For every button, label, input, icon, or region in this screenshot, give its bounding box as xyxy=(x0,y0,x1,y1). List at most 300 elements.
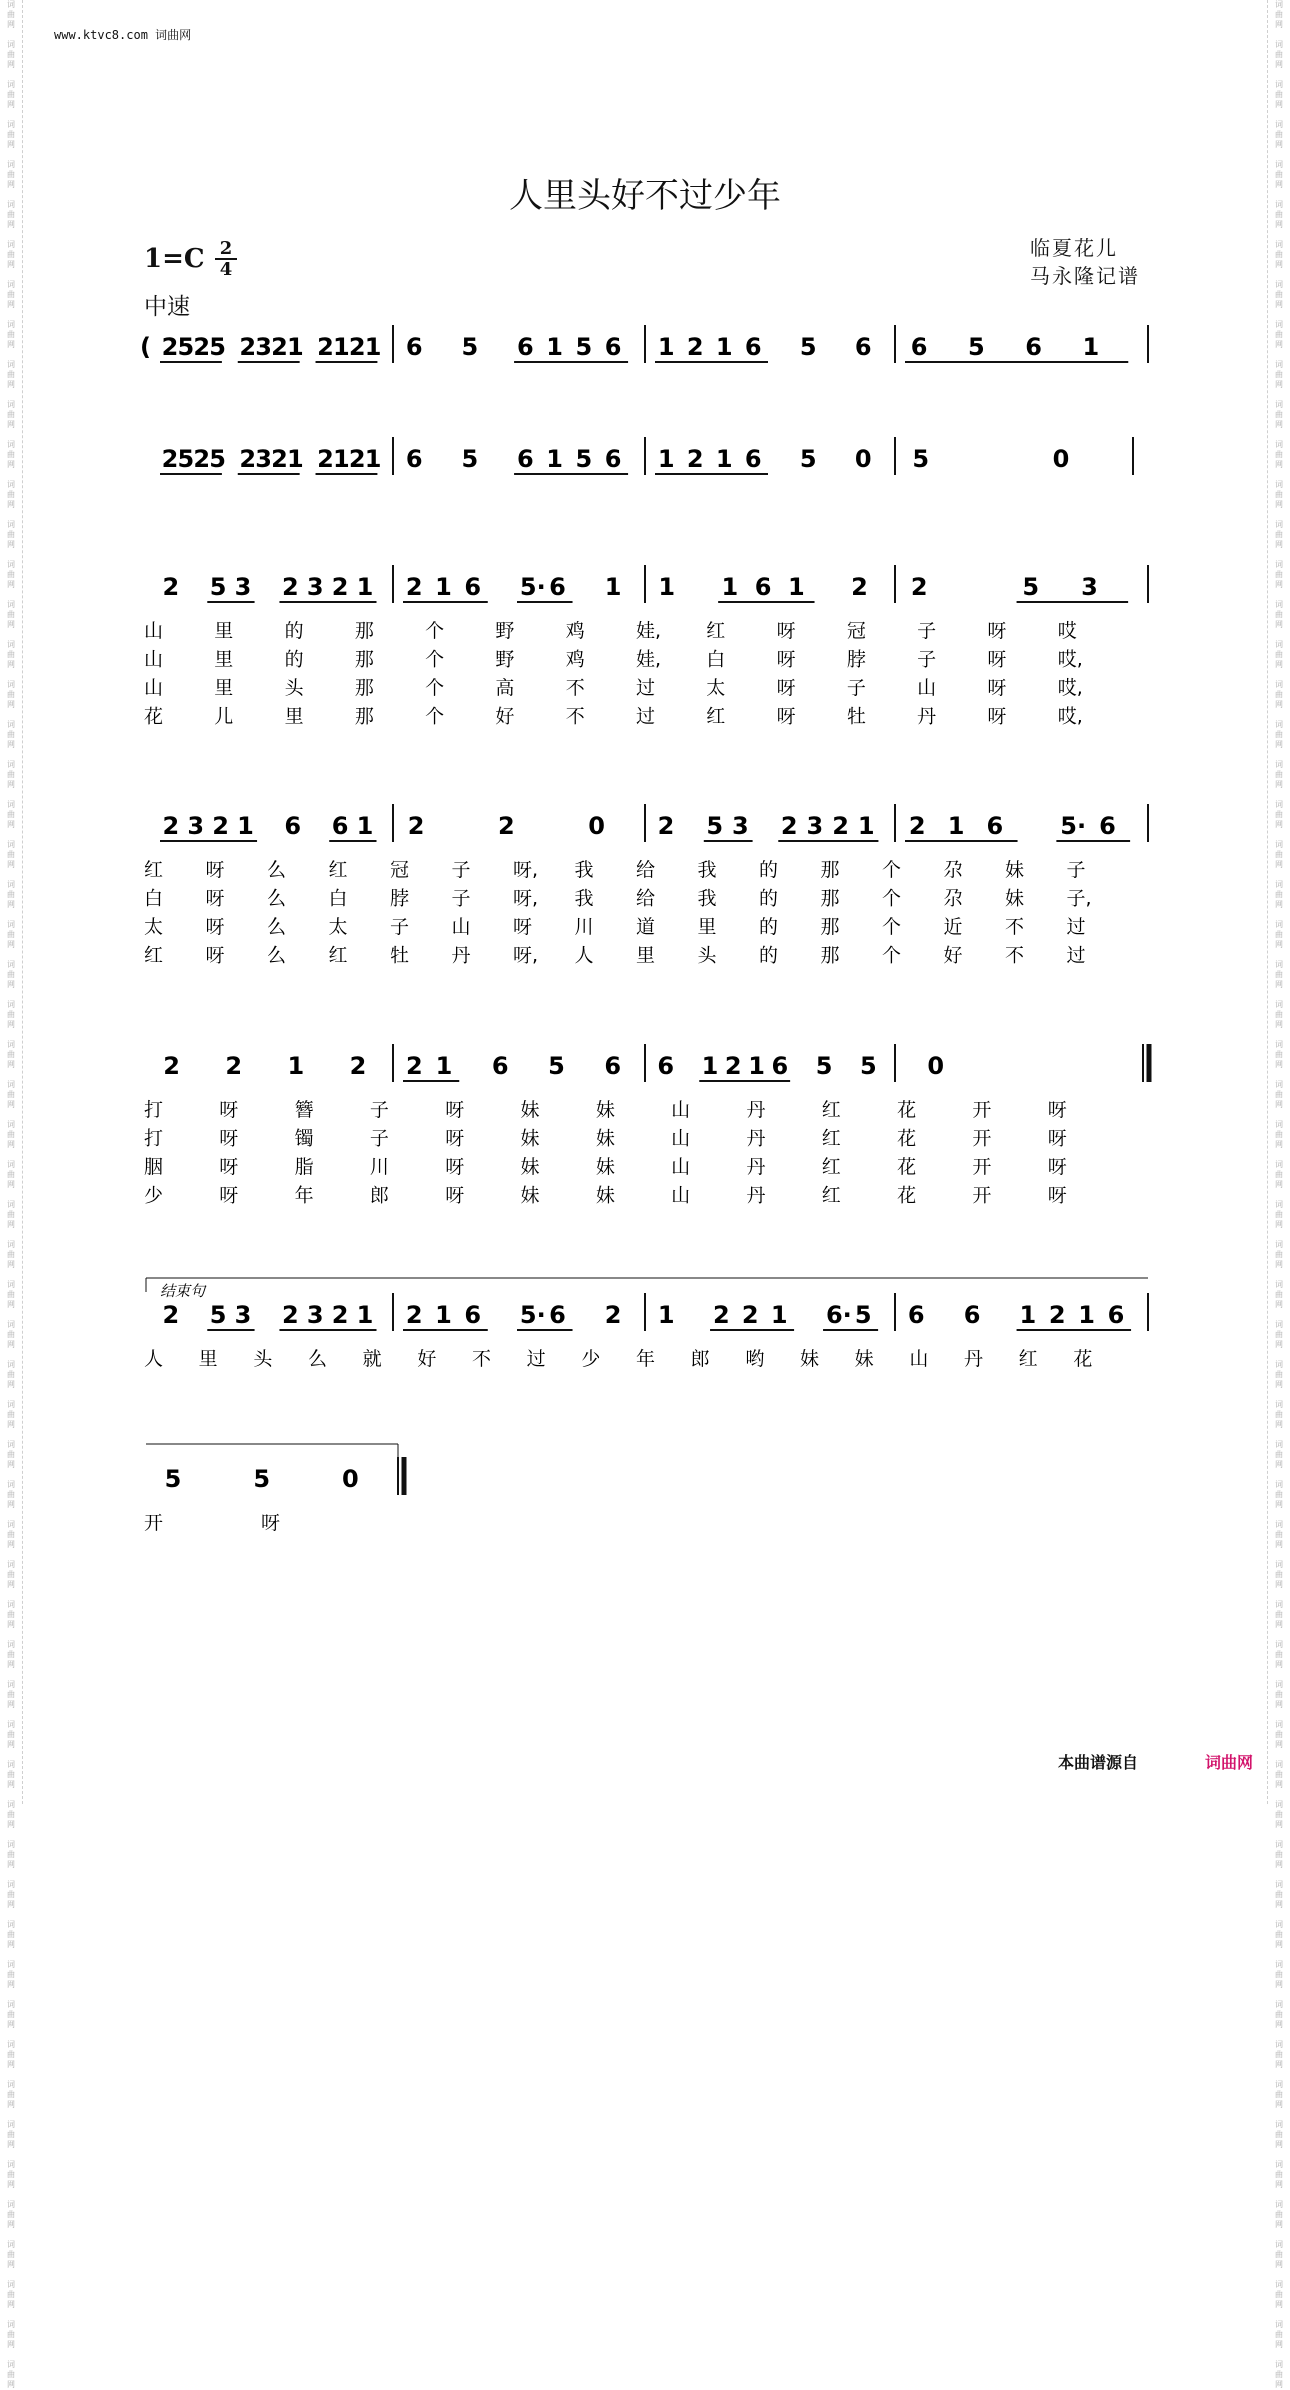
note: 2 xyxy=(348,445,366,473)
lyric-char: 野 xyxy=(495,620,515,642)
lyric-char: 山 xyxy=(144,677,164,699)
note: 1 xyxy=(435,1052,453,1080)
note: 2 xyxy=(349,1052,367,1080)
lyric-char: 妹 xyxy=(595,1184,615,1207)
note: 0 xyxy=(854,445,872,473)
lyric-char: 就 xyxy=(362,1348,382,1370)
note: 0 xyxy=(342,1465,359,1493)
lyric-char: 呀 xyxy=(445,1184,465,1207)
lyric-char: 好 xyxy=(495,705,515,728)
note: 1 xyxy=(287,1052,305,1080)
note: 5· xyxy=(519,573,546,601)
lyric-char: 那 xyxy=(354,705,374,728)
ending-label: 结束句 xyxy=(160,1282,206,1300)
note: 2 xyxy=(405,1301,423,1329)
note: 5· xyxy=(1060,812,1087,840)
note: 5 xyxy=(548,1052,565,1080)
lyric-char: 人 xyxy=(574,944,594,967)
note: 5· xyxy=(519,1301,546,1329)
note: 6 xyxy=(604,333,622,361)
note: 6 xyxy=(517,445,534,473)
note: 5 xyxy=(967,333,985,361)
lyric-char: 少 xyxy=(581,1348,601,1370)
note: 3 xyxy=(234,1301,252,1329)
lyric-char: 呀 xyxy=(205,887,225,910)
lyric-char: 不 xyxy=(1005,944,1025,967)
note: 5 xyxy=(177,333,195,361)
lyric-char: 呀, xyxy=(513,944,539,967)
lyric-char: 呀 xyxy=(776,677,796,699)
note: 6 xyxy=(744,445,762,473)
lyric-char: 哟 xyxy=(745,1348,765,1370)
lyric-char: 呀 xyxy=(205,916,225,938)
lyric-char: 红 xyxy=(821,1184,841,1207)
lyric-char: 人 xyxy=(144,1348,164,1370)
lyric-char: 郎 xyxy=(690,1348,710,1370)
note: 3 xyxy=(1081,573,1098,601)
note: 1 xyxy=(701,1052,719,1080)
lyric-char: 呀 xyxy=(987,620,1007,642)
lyric-char: 川 xyxy=(369,1156,389,1178)
lyric-char: 红 xyxy=(706,705,726,728)
lyric-char: 呀 xyxy=(219,1127,239,1150)
note: 5 xyxy=(177,445,195,473)
note: 6 xyxy=(331,812,349,840)
lyric-char: 么 xyxy=(267,916,287,938)
note: 6 xyxy=(549,1301,566,1329)
note: 5 xyxy=(706,812,724,840)
note: 2 xyxy=(910,573,928,601)
lyric-char: 不 xyxy=(565,705,585,728)
note: 2 xyxy=(604,1301,622,1329)
note: 6 xyxy=(284,812,302,840)
lyric-char: 个 xyxy=(882,887,902,910)
lyric-char: 过 xyxy=(636,677,656,699)
lyric-char: 呀 xyxy=(205,944,225,967)
note: 5 xyxy=(912,445,930,473)
lyric-char: 野 xyxy=(495,648,515,671)
note: 2 xyxy=(212,812,229,840)
lyric-char: 丹 xyxy=(451,944,471,967)
note: 2 xyxy=(780,812,798,840)
lyric-char: 冠 xyxy=(390,859,410,881)
lyric-char: 山 xyxy=(144,648,164,671)
note: 6 xyxy=(744,333,762,361)
lyric-char: 子 xyxy=(390,916,410,938)
lyric-char: 山 xyxy=(671,1156,691,1178)
note: 1 xyxy=(237,812,254,840)
lyric-char: 个 xyxy=(425,620,445,642)
note: 2 xyxy=(271,445,288,473)
note: 1 xyxy=(604,573,622,601)
lyric-char: 那 xyxy=(354,620,374,642)
song-title: 人里头好不过少年 xyxy=(509,176,781,216)
note: 3 xyxy=(255,333,272,361)
note: 1 xyxy=(657,1301,675,1329)
lyric-char: 子 xyxy=(369,1099,389,1121)
lyric-char: 头 xyxy=(697,944,717,967)
lyric-char: 年 xyxy=(636,1348,656,1370)
lyric-char: 白 xyxy=(706,648,726,671)
note: 6 xyxy=(549,573,566,601)
watermark-strip-left: 词 曲 网 词 曲 网 词 曲 网 词 曲 网 词 曲 网 词 曲 网 词 曲 网 词 曲 网 词 曲 网 词 曲 网 词 曲 网 词 曲 网 词 曲 网 词 曲 网 词 曲 网 词 曲 网 词 曲 网 词 曲 网 词 曲 网 词 曲 网 词 曲 网 词 曲 网 词 曲 网 词 曲 网 词 曲 网 词 曲 网 词 曲 网 词 曲 网 词 曲 网 词 曲 网 词 曲 网 词 曲 网 词 曲 网 词 曲 网 词 曲 网 词 曲 网 词 曲 网 词 曲 网 词 曲 网 词 曲 网 词 曲 网 词 曲 网 词 曲 网 词 曲 网 词 曲 网 词 曲 网 词 曲 网 词 曲 网 词 曲 网 词 曲 网 词 曲 网 词 曲 网 词 曲 网 词 曲 网 词 曲 网 词 曲 网 词 曲 网 词 曲 网 词 曲 网 词 曲 网 xyxy=(0,0,23,1804)
lyric-char: 么 xyxy=(308,1348,328,1370)
time-signature-top: 2 xyxy=(219,238,233,259)
note: 3 xyxy=(255,445,272,473)
lyric-char: 川 xyxy=(574,916,594,938)
lyric-char: 里 xyxy=(636,944,656,967)
note: 1 xyxy=(1078,1301,1095,1329)
lyric-char: 个 xyxy=(882,944,902,967)
lyric-char: 山 xyxy=(671,1127,691,1150)
lyric-char: 里 xyxy=(214,677,234,699)
lyric-char: 脖 xyxy=(846,648,866,671)
note: 0 xyxy=(588,812,605,840)
footer-brand[interactable]: 词曲网 xyxy=(1205,1753,1254,1772)
lyric-char: 不 xyxy=(1005,916,1025,938)
lyric-char: 呀, xyxy=(513,859,539,881)
lyric-char: 打 xyxy=(144,1099,164,1121)
lyric-char: 我 xyxy=(574,887,594,910)
lyric-char: 呀, xyxy=(513,887,539,910)
note: 5 xyxy=(209,333,226,361)
lyric-char: 红 xyxy=(328,944,348,967)
note: 2 xyxy=(712,1301,730,1329)
lyric-char: 的 xyxy=(759,887,779,910)
lyric-char: 花 xyxy=(897,1156,917,1178)
note: 2 xyxy=(281,573,299,601)
lyric-char: 呀 xyxy=(261,1512,281,1534)
lyric-char: 呀 xyxy=(1047,1127,1067,1150)
note: 1 xyxy=(657,445,675,473)
note: 5 xyxy=(164,1465,182,1493)
lyric-char: 牡 xyxy=(390,944,410,967)
lyric-char: 我 xyxy=(574,859,594,881)
lyric-char: 脂 xyxy=(294,1156,314,1178)
lyric-char: 花 xyxy=(897,1127,917,1150)
time-signature-bottom: 4 xyxy=(219,259,233,280)
lyric-char: 么 xyxy=(267,887,287,910)
lyric-char: 呀 xyxy=(987,648,1007,671)
note: 2 xyxy=(193,445,211,473)
lyric-char: 子 xyxy=(917,620,937,642)
lyric-char: 过 xyxy=(1066,944,1086,967)
lyric-char: 红 xyxy=(821,1127,841,1150)
lyric-char: 高 xyxy=(495,677,515,699)
lyric-char: 山 xyxy=(144,620,164,642)
note: 2 xyxy=(686,445,704,473)
note: 2 xyxy=(832,812,849,840)
lyric-char: 开 xyxy=(144,1512,164,1534)
lyric-char: 里 xyxy=(697,916,717,938)
lyric-char: 子 xyxy=(846,677,866,699)
key-signature: 1=C xyxy=(144,244,205,274)
note: 5 xyxy=(461,445,479,473)
lyric-char: 开 xyxy=(972,1156,992,1178)
note: 2 xyxy=(225,1052,243,1080)
note: 1 xyxy=(715,333,733,361)
note: 1 xyxy=(332,445,350,473)
note: 2 xyxy=(686,333,704,361)
lyric-char: 子 xyxy=(917,648,937,671)
lyric-char: 呀 xyxy=(1047,1099,1067,1121)
note: 2 xyxy=(162,812,180,840)
lyric-char: 个 xyxy=(882,916,902,938)
lyric-char: 那 xyxy=(820,887,840,910)
note: 6· xyxy=(825,1301,852,1329)
lyric-char: 我 xyxy=(697,859,717,881)
note: 1 xyxy=(356,1301,374,1329)
lyric-char: 呀 xyxy=(776,620,796,642)
lyric-char: 头 xyxy=(284,677,304,699)
lyric-char: 头 xyxy=(253,1348,273,1370)
site-url[interactable]: www.ktvc8.com xyxy=(54,28,148,42)
note: 1 xyxy=(356,573,374,601)
note: 2 xyxy=(348,333,366,361)
lyric-char: 呀 xyxy=(1047,1184,1067,1207)
note: 2 xyxy=(193,333,211,361)
note: 6 xyxy=(604,1052,622,1080)
note: 2 xyxy=(724,1052,742,1080)
lyric-char: 妹 xyxy=(854,1348,874,1370)
lyric-char: 不 xyxy=(565,677,585,699)
note: 2 xyxy=(317,333,334,361)
lyric-char: 妹 xyxy=(595,1099,615,1121)
note: 5 xyxy=(815,1052,833,1080)
note: 2 xyxy=(317,445,334,473)
lyric-char: 鸡 xyxy=(565,648,585,671)
lyric-char: 的 xyxy=(759,859,779,881)
lyric-char: 红 xyxy=(328,859,348,881)
note: 6 xyxy=(1107,1301,1125,1329)
note: 2 xyxy=(657,812,675,840)
tempo-marking: 中速 xyxy=(144,294,190,320)
lyric-char: 丹 xyxy=(746,1184,766,1207)
lyric-char: 哎 xyxy=(1057,620,1077,642)
note: 6 xyxy=(986,812,1004,840)
note: 1 xyxy=(657,333,675,361)
lyric-char: 呀 xyxy=(987,677,1007,699)
lyric-char: 呀 xyxy=(445,1127,465,1150)
lyric-char: 过 xyxy=(526,1348,546,1370)
lyric-char: 丹 xyxy=(746,1127,766,1150)
note: 0 xyxy=(927,1052,945,1080)
lyric-char: 的 xyxy=(284,620,304,642)
note: 6 xyxy=(657,1052,675,1080)
lyric-char: 个 xyxy=(425,648,445,671)
note: 1 xyxy=(332,333,350,361)
note: 5 xyxy=(253,1465,271,1493)
lyric-char: 年 xyxy=(294,1184,314,1207)
lyric-char: 丹 xyxy=(746,1099,766,1121)
lyric-char: 呀 xyxy=(445,1156,465,1178)
lyric-char: 妹 xyxy=(1005,859,1025,881)
lyric-char: 花 xyxy=(897,1099,917,1121)
note: 1 xyxy=(364,445,382,473)
lyric-char: 呀 xyxy=(205,859,225,881)
note: 2 xyxy=(162,1301,180,1329)
note: 1 xyxy=(748,1052,765,1080)
lyric-char: 镯 xyxy=(294,1127,314,1150)
note: 6 xyxy=(491,1052,509,1080)
note: 2 xyxy=(163,1052,180,1080)
lyric-char: 呀 xyxy=(1047,1156,1067,1178)
lyric-char: 呀 xyxy=(219,1184,239,1207)
note: 2 xyxy=(161,333,179,361)
lyric-char: 开 xyxy=(972,1099,992,1121)
note: 3 xyxy=(306,1301,324,1329)
lyric-char: 过 xyxy=(636,705,656,728)
lyric-char: 妹 xyxy=(1005,887,1025,910)
note: 1 xyxy=(286,333,304,361)
lyric-char: 白 xyxy=(144,887,164,910)
lyric-char: 鸡 xyxy=(565,620,585,642)
lyric-char: 的 xyxy=(759,944,779,967)
note: 5 xyxy=(461,333,479,361)
note: 3 xyxy=(806,812,824,840)
note: 5 xyxy=(1022,573,1040,601)
lyric-char: 妹 xyxy=(595,1156,615,1178)
lyric-char: 哎, xyxy=(1057,648,1083,671)
note: 6 xyxy=(963,1301,981,1329)
lyric-char: 么 xyxy=(267,944,287,967)
lyric-char: 山 xyxy=(671,1099,691,1121)
lyric-char: 打 xyxy=(144,1127,164,1150)
lyric-char: 呀 xyxy=(445,1099,465,1121)
lyric-char: 呀 xyxy=(987,705,1007,728)
note: 3 xyxy=(234,573,252,601)
lyric-char: 妹 xyxy=(520,1127,540,1150)
lyric-char: 里 xyxy=(284,705,304,728)
lyric-char: 呀 xyxy=(513,916,533,938)
lyric-char: 里 xyxy=(214,620,234,642)
note: 5 xyxy=(854,1301,872,1329)
lyric-char: 里 xyxy=(214,648,234,671)
lyric-char: 红 xyxy=(144,859,164,881)
lyric-char: 太 xyxy=(328,916,348,938)
note: 1 xyxy=(787,573,805,601)
lyric-char: 山 xyxy=(909,1348,929,1370)
note: 2 xyxy=(239,445,257,473)
note: 2 xyxy=(1048,1301,1066,1329)
lyric-char: 花 xyxy=(144,705,164,728)
open-paren: ( xyxy=(140,333,151,361)
lyric-char: 山 xyxy=(451,916,471,938)
note: 5 xyxy=(799,445,817,473)
note: 6 xyxy=(464,1301,482,1329)
lyric-char: 那 xyxy=(354,677,374,699)
note: 1 xyxy=(947,812,965,840)
note: 2 xyxy=(239,333,257,361)
lyric-char: 过 xyxy=(1066,916,1086,938)
genre-credit: 临夏花儿 xyxy=(1030,236,1118,260)
note: 5 xyxy=(799,333,817,361)
lyric-char: 不 xyxy=(472,1348,492,1370)
note: 1 xyxy=(286,445,304,473)
note: 6 xyxy=(910,333,928,361)
note: 5 xyxy=(575,333,593,361)
lyric-char: 那 xyxy=(820,916,840,938)
score-notes xyxy=(140,333,1124,1493)
lyric-char: 呀 xyxy=(219,1099,239,1121)
lyric-char: 的 xyxy=(284,648,304,671)
lyric-char: 我 xyxy=(697,887,717,910)
note: 2 xyxy=(498,812,515,840)
lyric-char: 妹 xyxy=(595,1127,615,1150)
lyric-char: 山 xyxy=(671,1184,691,1207)
lyric-char: 冠 xyxy=(846,620,866,642)
note: 1 xyxy=(715,445,733,473)
lyric-char: 丹 xyxy=(746,1156,766,1178)
note: 5 xyxy=(209,445,226,473)
note: 3 xyxy=(732,812,749,840)
lyric-char: 那 xyxy=(354,648,374,671)
lyric-char: 那 xyxy=(820,944,840,967)
lyric-char: 呀 xyxy=(776,648,796,671)
lyric-char: 红 xyxy=(1018,1348,1038,1370)
lyric-char: 白 xyxy=(328,887,348,910)
note: 2 xyxy=(331,573,349,601)
watermark-strip-right: 词 曲 网 词 曲 网 词 曲 网 词 曲 网 词 曲 网 词 曲 网 词 曲 网 词 曲 网 词 曲 网 词 曲 网 词 曲 网 词 曲 网 词 曲 网 词 曲 网 词 曲 网 词 曲 网 词 曲 网 词 曲 网 词 曲 网 词 曲 网 词 曲 网 词 曲 网 词 曲 网 词 曲 网 词 曲 网 词 曲 网 词 曲 网 词 曲 网 词 曲 网 词 曲 网 词 曲 网 词 曲 网 词 曲 网 词 曲 网 词 曲 网 词 曲 网 词 曲 网 词 曲 网 词 曲 网 词 曲 网 词 曲 网 词 曲 网 词 曲 网 词 曲 网 词 曲 网 词 曲 网 词 曲 网 词 曲 网 词 曲 网 词 曲 网 词 曲 网 词 曲 网 词 曲 网 词 曲 网 词 曲 网 词 曲 网 词 曲 网 词 曲 网 词 曲 网 词 曲 网 xyxy=(1267,0,1290,1804)
lyric-char: 个 xyxy=(882,859,902,881)
note: 6 xyxy=(405,333,423,361)
lyric-char: 子 xyxy=(369,1127,389,1150)
note: 2 xyxy=(161,445,179,473)
lyric-char: 红 xyxy=(706,620,726,642)
note: 5 xyxy=(209,1301,227,1329)
lyric-char: 给 xyxy=(636,887,656,910)
lyric-char: 脖 xyxy=(390,887,410,910)
lyric-char: 那 xyxy=(820,859,840,881)
lyric-char: 呀 xyxy=(219,1156,239,1178)
note: 3 xyxy=(187,812,205,840)
lyric-char: 个 xyxy=(425,705,445,728)
note: 1 xyxy=(435,1301,452,1329)
lyric-char: 道 xyxy=(636,916,656,938)
note: 1 xyxy=(364,333,382,361)
lyric-char: 哎, xyxy=(1057,705,1083,728)
lyric-char: 子, xyxy=(1066,887,1092,910)
note: 2 xyxy=(851,573,868,601)
lyric-char: 红 xyxy=(821,1156,841,1178)
note: 2 xyxy=(405,1052,423,1080)
lyric-char: 妹 xyxy=(520,1099,540,1121)
lyric-char: 娃, xyxy=(636,648,662,671)
note: 1 xyxy=(1082,333,1100,361)
note: 1 xyxy=(857,812,875,840)
lyric-char: 开 xyxy=(972,1127,992,1150)
note: 5 xyxy=(575,445,593,473)
note: 1 xyxy=(546,445,563,473)
note: 2 xyxy=(405,573,423,601)
lyric-char: 哎, xyxy=(1057,677,1083,699)
lyric-char: 子 xyxy=(1066,859,1086,881)
lyric-char: 开 xyxy=(972,1184,992,1207)
lyric-char: 太 xyxy=(706,677,726,699)
note: 2 xyxy=(162,573,180,601)
lyric-char: 儿 xyxy=(214,705,234,728)
note: 6 xyxy=(464,573,482,601)
lyric-char: 子 xyxy=(451,859,471,881)
note: 6 xyxy=(1025,333,1042,361)
note: 6 xyxy=(1099,812,1116,840)
lyric-char: 牡 xyxy=(846,705,866,728)
lyric-char: 红 xyxy=(144,944,164,967)
lyric-char: 么 xyxy=(267,859,287,881)
note: 1 xyxy=(1019,1301,1037,1329)
note: 1 xyxy=(658,573,676,601)
transcriber-credit: 马永隆记谱 xyxy=(1030,264,1140,288)
